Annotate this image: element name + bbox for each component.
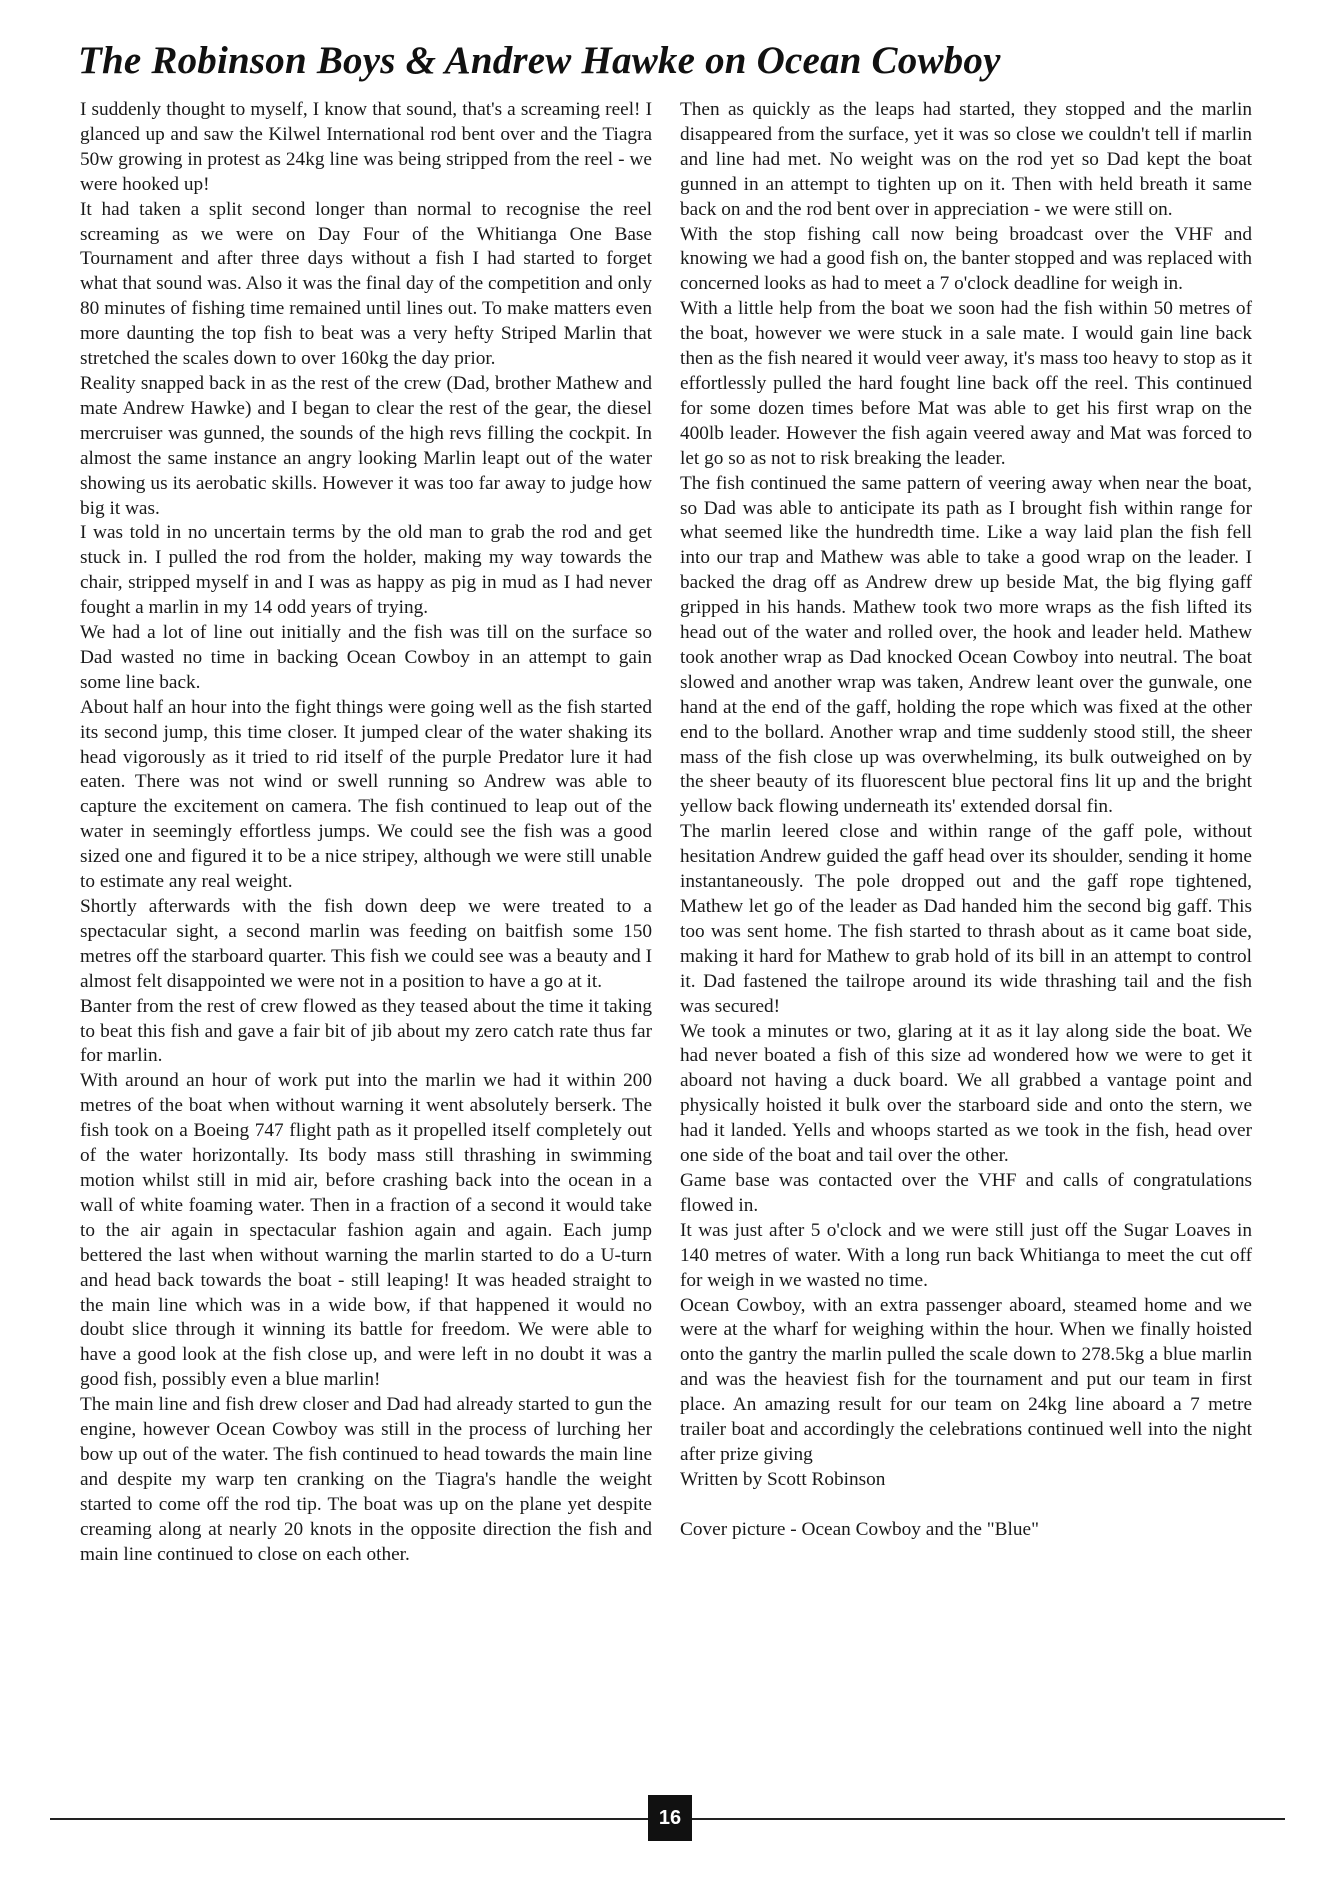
- paragraph: Reality snapped back in as the rest of the crew (Dad, brother Mathew and mate Andrew Hawke) and I began to clear the rest of the gear, the diesel mercruiser was gunned, the sounds of the high revs filling the cockpit. In almost the same instance an angry looking Marlin leapt out of the water showing us its aerobatic skills. However it was too far away to judge how big it was.: [80, 372, 652, 519]
- paragraph: With the stop fishing call now being broadcast over the VHF and knowing we had a good fish on, the banter stopped and was replaced with concerned looks as had to meet a 7 o'clock deadline for weigh in.: [680, 223, 1252, 295]
- left-column: [80, 98, 652, 1567]
- paragraph: We took a minutes or two, glaring at it as it lay along side the boat. We had never boated a fish of this size ad wondered how we were to get it aboard not having a duck board. We all grabbed a vantage point and physically hoisted it bulk over the starboard side and onto the stern, we had it landed. Yells and whoops started as we took in the fish, head over one side of the boat and tail over the other.: [680, 1020, 1252, 1167]
- paragraph: Shortly afterwards with the fish down deep we were treated to a spectacular sight, a second marlin was feeding on baitfish some 150 metres off the starboard quarter. This fish we could see was a beauty and I almost felt disappointed we were not in a position to have a go at it.: [80, 896, 652, 992]
- paragraph: The marlin leered close and within range of the gaff pole, without hesitation Andrew guided the gaff head over its shoulder, sending it home instantaneously. The pole dropped out and the gaff rope tightened, Mathew let go of the leader as Dad handed him the second big gaff. This too was sent home. The fish started to thrash about as it came boat side, making it hard for Mathew to grab hold of its bill in an attempt to control it. Dad fastened the tailrope around its wide thrashing tail and the fish was secured!: [680, 821, 1252, 1017]
- paragraph: The main line and fish drew closer and Dad had already started to gun the engine, however Ocean Cowboy was still in the process of lurching her bow up out of the water. The fish continued to head towards the main line and despite my warp ten cranking on the Tiagra's handle the weight started to come off the rod tip. The boat was up on the plane yet despite creaming along at nearly 20 knots in the opposite direction the fish and main line continued to close on each other.: [80, 1394, 652, 1565]
- paragraph: Game base was contacted over the VHF and calls of congratulations flowed in.: [680, 1169, 1252, 1216]
- paragraph: It had taken a split second longer than normal to recognise the reel screaming as we were on Day Four of the Whitianga One Base Tournament and after three days without a fish I had started to forget what that sound was. Also it was the final day of the competition and only 80 minutes of fishing time remained until lines out. To make matters even more daunting the top fish to beat was a very hefty Striped Marlin that stretched the scales down to over 160kg the day prior.: [80, 198, 652, 370]
- article-title: The Robinson Boys & Andrew Hawke on Ocean Cowboy: [78, 39, 1001, 82]
- paragraph: I suddenly thought to myself, I know that sound, that's a screaming reel! I glanced up and saw the Kilwel International rod bent over and the Tiagra 50w growing in protest as 24kg line was being stripped from the reel - we were hooked up!: [80, 99, 652, 195]
- cover-caption: Cover picture - Ocean Cowboy and the "Blue": [680, 1518, 1039, 1540]
- paragraph: The fish continued the same pattern of veering away when near the boat, so Dad was able to anticipate its path as I brought fish within range for what seemed like the hundredth time. Like a way laid plan the fish fell into our trap and Mathew was able to take a good wrap on the leader. I backed the drag off as Andrew drew up beside Mat, the big flying gaff gripped in his hands. Mathew took two more wraps as the fish lifted its head out of the water and rolled over, the hook and leader held. Mathew took another wrap as Dad knocked Ocean Cowboy into neutral. The boat slowed and another wrap was taken, Andrew leant over the gunwale, one hand at the end of the gaff, holding the rope which was fixed at the other end to the bollard. Another wrap and time suddenly stood still, the sheer mass of the fish close up was overwhelming, its bulk outweighed on by the sheer beauty of its fluorescent blue pectoral fins lit up and the bright yellow back flowing underneath its' extended dorsal fin.: [680, 472, 1252, 818]
- paragraph: About half an hour into the fight things were going well as the fish started its second jump, this time closer. It jumped clear of the water shaking its head vigorously as it tried to rid itself of the purple Predator lure it had eaten. There was not wind or swell running so Andrew was able to capture the excitement on camera. The fish continued to leap out of the water in seemingly effortless jumps. We could see the fish was a good sized one and figured it to be a nice stripey, although we were still unable to estimate any real weight.: [80, 696, 652, 893]
- byline: Written by Scott Robinson: [680, 1468, 886, 1490]
- paragraph: Then as quickly as the leaps had started, they stopped and the marlin disappeared from the surface, yet it was so close we couldn't tell if marlin and line had met. No weight was on the rod yet so Dad kept the boat gunned in an attempt to tighten up on it. Then with held breath it same back on and the rod bent over in appreciation - we were still on.: [680, 99, 1252, 220]
- page-number: 16: [648, 1795, 692, 1841]
- paragraph: We had a lot of line out initially and the fish was till on the surface so Dad wasted no time in backing Ocean Cowboy in an attempt to gain some line back.: [80, 622, 652, 693]
- paragraph: With a little help from the boat we soon had the fish within 50 metres of the boat, however we were stuck in a sale mate. I would gain line back then as the fish neared it would veer away, it's mass too heavy to stop as it effortlessly pulled the hard fought line back off the reel. This continued for some dozen times before Mat was able to get his first wrap on the 400lb leader. However the fish again veered away and Mat was forced to let go so as not to risk breaking the leader.: [680, 298, 1252, 469]
- paragraph: Banter from the rest of crew flowed as they teased about the time it taking to beat this fish and gave a fair bit of jib about my zero catch rate thus far for marlin.: [80, 995, 652, 1067]
- paragraph: It was just after 5 o'clock and we were still just off the Sugar Loaves in 140 metres of water. With a long run back Whitianga to meet the cut off for weigh in we wasted no time.: [680, 1219, 1252, 1291]
- paragraph: I was told in no uncertain terms by the old man to grab the rod and get stuck in. I pulled the rod from the holder, making my way towards the chair, stripped myself in and I was as happy as pig in mud as I had never fought a marlin in my 14 odd years of trying.: [80, 522, 652, 619]
- right-column: [680, 98, 1252, 1543]
- paragraph: Ocean Cowboy, with an extra passenger aboard, steamed home and we were at the wharf for weighing within the hour. When we finally hoisted onto the gantry the marlin pulled the scale down to 278.5kg a blue marlin and was the heaviest fish for the tournament and put our team in first place. An amazing result for our team on 24kg line aboard a 7 metre trailer boat and accordingly the celebrations continued well into the night after prize giving: [680, 1294, 1252, 1465]
- paragraph: With around an hour of work put into the marlin we had it within 200 metres of the boat when without warning it went absolutely berserk. The fish took on a Boeing 747 flight path as it propelled itself completely out of the water horizontally. Its body mass still thrashing in swimming motion whilst still in mid air, before crashing back into the ocean in a wall of white foaming water. Then in a fraction of a second it would take to the air again in spectacular fashion again and again. Each jump bettered the last when without warning the marlin started to do a U-turn and head back towards the boat - still leaping! It was headed straight to the main line which was in a wide bow, if that happened it would no doubt slice through it winning its battle for freedom. We were able to have a good look at the fish close up, and were left in no doubt it was a good fish, possibly even a blue marlin!: [80, 1070, 652, 1391]
